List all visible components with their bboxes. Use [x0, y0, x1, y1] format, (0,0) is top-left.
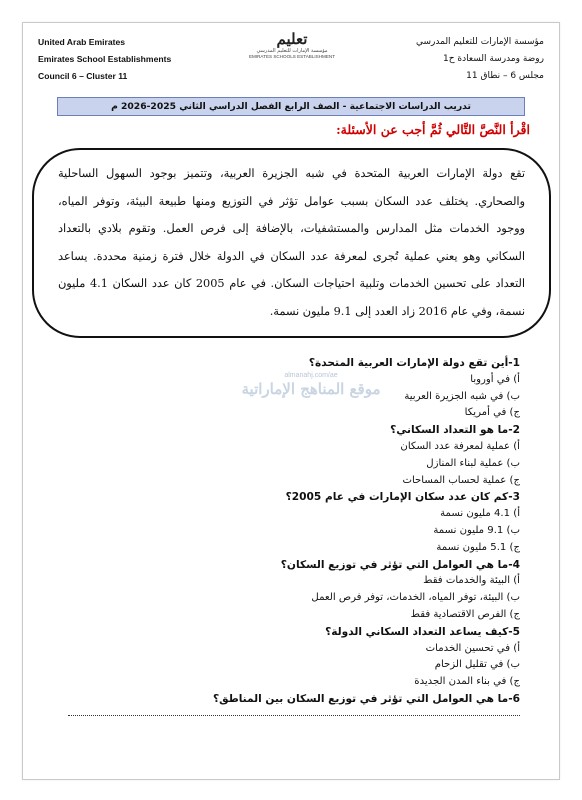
passage-line: تقع دولة الإمارات العربية المتحدة في شبه الجزيرة العربية، وتتميز بوجود السهول الساحلية: [58, 167, 525, 180]
header-en-line-1: United Arab Emirates: [38, 37, 126, 47]
passage-line: والصحاري. يختلف عدد السكان بسبب عوامل تؤثر في التوزيع ومنها طبيعة البيئة، وتوفر المياه،: [58, 194, 525, 208]
reading-passage: [32, 148, 551, 338]
question-3: 3-كم كان عدد سكان الإمارات في عام 2005؟: [285, 491, 520, 504]
option[interactable]: ب) عملية لبناء المنازل: [426, 457, 520, 469]
option[interactable]: ب) 9.1 مليون نسمة: [433, 524, 520, 536]
header-arabic: [364, 34, 544, 85]
option[interactable]: ج) 5.1 مليون نسمة: [436, 541, 520, 553]
header-ar-line-1: مؤسسة الإمارات للتعليم المدرسي: [416, 37, 544, 47]
header-ar-line-3: مجلس 6 – نطاق 11: [466, 71, 544, 81]
header-english: [38, 34, 208, 85]
option[interactable]: ج) في أمريكا: [464, 407, 520, 419]
logo-subtitle-en: EMIRATES SCHOOLS ESTABLISHMENT: [248, 54, 336, 59]
option[interactable]: أ) في أوروبا: [470, 373, 520, 385]
passage-line: نسمة، وفي عام 2016 زاد العدد إلى 9.1 مليون نسمة.: [269, 304, 525, 318]
option[interactable]: أ) البيئة والخدمات فقط: [423, 575, 520, 587]
question-6: 6-ما هي العوامل التي تؤثر في توزيع السكان بين المناطق؟: [213, 692, 520, 705]
question-list: [60, 355, 520, 708]
option[interactable]: أ) عملية لمعرفة عدد السكان: [400, 440, 520, 452]
logo-subtitle-ar: مؤسسة الإمارات للتعليم المدرسي: [256, 48, 328, 54]
option[interactable]: أ) 4.1 مليون نسمة: [440, 508, 520, 520]
header-en-line-2: Emirates School Establishments: [38, 54, 172, 64]
option[interactable]: ج) في بناء المدن الجديدة: [414, 676, 520, 688]
question-2: 2-ما هو التعداد السكاني؟: [390, 424, 520, 437]
watermark-text: موقع المناهج الإماراتية: [241, 380, 381, 398]
watermark-url: almanahj.com/ae: [284, 372, 338, 379]
answer-line[interactable]: [68, 714, 520, 716]
option[interactable]: ج) عملية لحساب المساحات: [402, 474, 520, 486]
ministry-logo: [232, 30, 352, 74]
option[interactable]: ب) في شبه الجزيرة العربية: [404, 390, 520, 402]
question-4: 4-ما هي العوامل التي تؤثر في توزيع السكان؟: [280, 558, 520, 571]
option[interactable]: أ) في تحسين الخدمات: [425, 642, 520, 654]
reading-instruction: اقْرأ النَّصَّ التَّالي ثُمَّ أجب عن الأسئلة:: [336, 122, 530, 137]
question-5: 5-كيف يساعد التعداد السكاني الدولة؟: [325, 625, 520, 638]
header-en-line-3: Council 6 – Cluster 11: [38, 71, 128, 81]
option[interactable]: ب) في تقليل الزحام: [434, 659, 520, 671]
question-1: 1-أين تقع دولة الإمارات العربية المتحدة؟: [308, 357, 520, 369]
option[interactable]: ب) البيئة، توفر المياه، الخدمات، توفر فرص العمل: [311, 592, 520, 604]
option[interactable]: ج) الفرص الاقتصادية فقط: [410, 608, 520, 620]
passage-line: التعداد على تحسين الخدمات وتلبية احتياجات السكان. في عام 2005 كان عدد السكان 4.1 مليون: [58, 277, 525, 290]
passage-line: السكاني وهو يعني عملية تُجرى لمعرفة عدد السكان في الدولة خلال فترة زمنية محددة. يساعد: [58, 249, 525, 263]
header-ar-line-2: روضة ومدرسة السعادة ح1: [443, 54, 544, 64]
logo-word: تعليم: [276, 30, 308, 48]
passage-line: ووجود الخدمات مثل المدارس والمستشفيات، بالإضافة إلى فرص العمل. وتقوم بلادي بالتعداد: [58, 222, 525, 235]
worksheet-title: تدريب الدراسات الاجتماعية - الصف الرابع الفصل الدراسي الثاني 2025-2026 م: [57, 97, 525, 116]
